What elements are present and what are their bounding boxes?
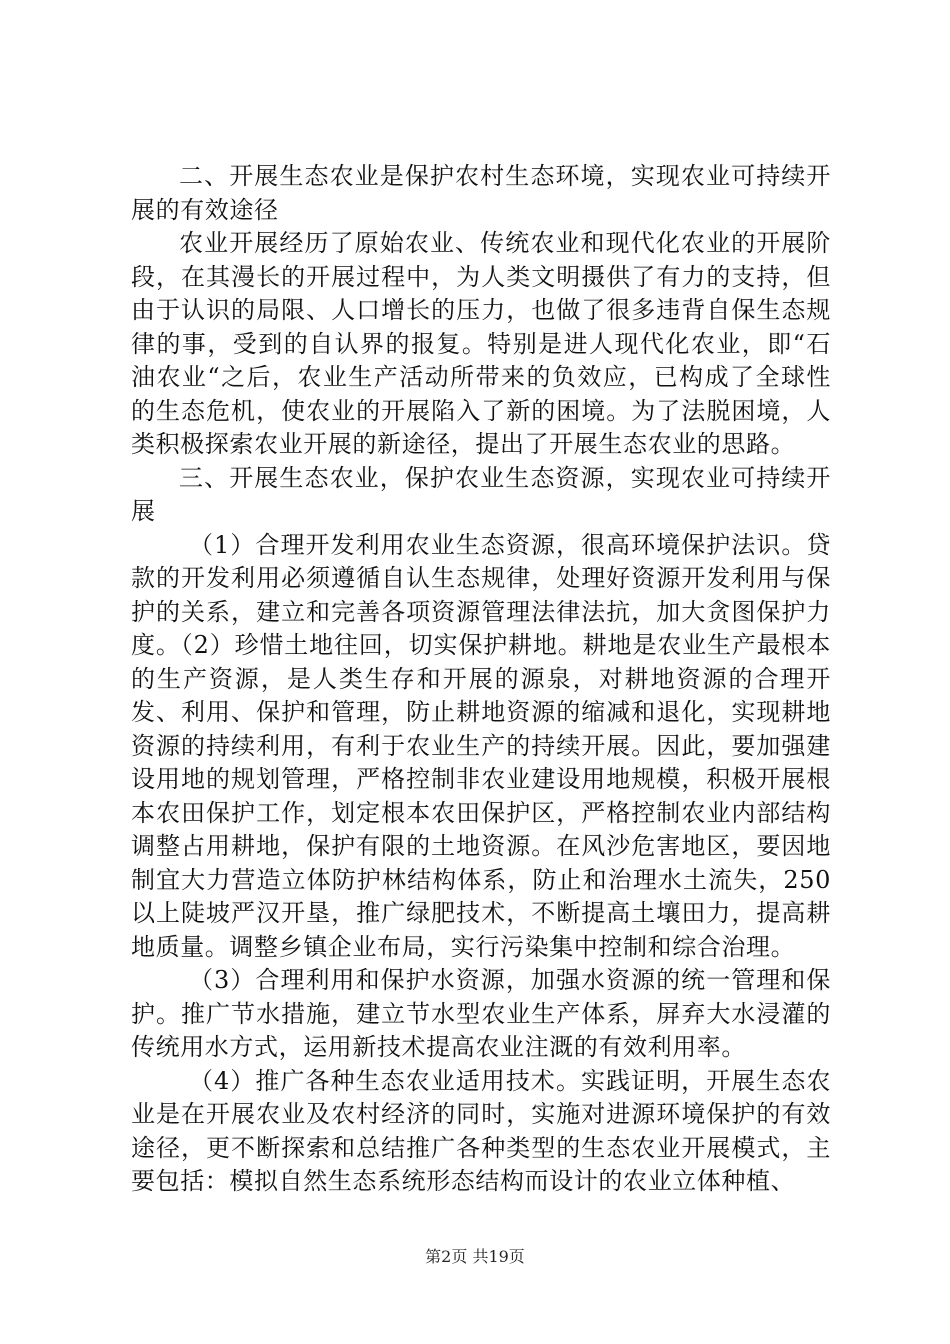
document-body <box>131 160 831 1199</box>
body-paragraph-item-4: （4）推广各种生态农业适用技术。实践证明，开展生态农业是在开展农业及农村经济的同时，实施对进源环境保护的有效途径，更不断探索和总结推广各种类型的生态农业开展模式，主要包括：模拟自然生态系统形态结构而设计的农业立体种植、 <box>131 1066 831 1195</box>
body-paragraph-item-1-2: （1）合理开发利用农业生态资源，很高环境保护法识。贷款的开发利用必须遵循自认生态规律，处理好资源开发利用与保护的关系，建立和完善各项资源管理法律法抗，加大贪图保护力度。（2）珍惜土地往回，切实保护耕地。耕地是农业生产最根本的生产资源，是人类生存和开展的源泉，对耕地资源的合理开发、利用、保护和管理，防止耕地资源的缩减和退化，实现耕地资源的持续利用，有利于农业生产的持续开展。因此，要加强建设用地的规划管理，严格控制非农业建设用地规模，积极开展根本农田保护工作，划定根本农田保护区，严格控制农业内部结构调整占用耕地，保护有限的土地资源。在风沙危害地区，要因地制宜大力营造立体防护林结构体系，防止和治理水土流失，250以上陡坡严汉开垦，推广绿肥技术，不断提高土壤田力，提高耕地质量。调整乡镇企业布局，实行污染集中控制和综合治理。 <box>131 530 831 961</box>
section-heading-three: 三、开展生态农业，保护农业生态资源，实现农业可持续开展 <box>131 463 831 525</box>
page-number-footer: 第2页 共19页 <box>425 1247 525 1266</box>
body-paragraph-item-3: （3）合理利用和保护水资源，加强水资源的统一管理和保护。推广节水措施，建立节水型农业生产体系，屏弃大水浸灌的传统用水方式，运用新技术提高农业注溉的有效利用率。 <box>131 966 831 1061</box>
section-heading-two: 二、开展生态农业是保护农村生态环境，实现农业可持续开展的有效途径 <box>131 162 831 224</box>
body-paragraph-history: 农业开展经历了原始农业、传统农业和现代化农业的开展阶段，在其漫长的开展过程中，为人类文明摄供了有力的支持，但由于认识的局限、人口增长的压力，也做了很多违背自保生态规律的事，受到的自认界的报复。特别是进人现代化农业，即“石油农业“之后，农业生产活动所带来的负效应，已构成了全球性的生态危机，使农业的开展陷入了新的困境。为了法脱困境，人类积极探索农业开展的新途径，提出了开展生态农业的思路。 <box>131 229 831 458</box>
